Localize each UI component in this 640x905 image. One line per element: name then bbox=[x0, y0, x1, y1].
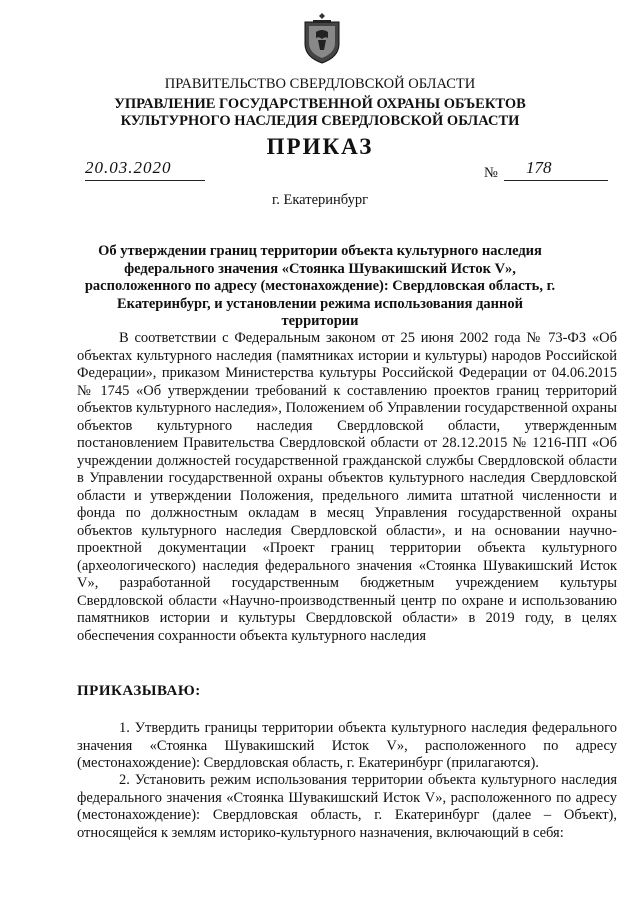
number-label: № bbox=[484, 165, 498, 181]
document-type: ПРИКАЗ bbox=[266, 134, 374, 159]
order-date: 20.03.2020 bbox=[85, 158, 172, 177]
number-underline bbox=[504, 180, 608, 181]
department-name: УПРАВЛЕНИЕ ГОСУДАРСТВЕННОЙ ОХРАНЫ ОБЪЕКТОВ КУЛЬТУРНОГО НАСЛЕДИЯ СВЕРДЛОВСКОЙ ОБЛАСТИ bbox=[114, 96, 526, 129]
order-item-1: 1. Утвердить границы территории объекта культурного наследия федерального значения «Стоянка Шувакишский Исток V», расположенного по адресу (местонахождение): Свердловская область, г. Екатеринбург (прилагаются). bbox=[77, 720, 617, 771]
coat-of-arms-icon bbox=[301, 12, 343, 64]
order-number: 178 bbox=[526, 158, 552, 177]
city: г. Екатеринбург bbox=[271, 192, 369, 208]
order-item-2: 2. Установить режим использования территории объекта культурного наследия федерального значения «Стоянка Шувакишский Исток V», расположенного по адресу (местонахождение): Свердловская область, г. Екатеринбург (далее – Объект), относящейся к землям историко-культурного назначения, включающий в себя: bbox=[77, 772, 617, 841]
order-word: ПРИКАЗЫВАЮ: bbox=[77, 683, 201, 699]
date-underline bbox=[85, 180, 205, 181]
preamble-paragraph: В соответствии с Федеральным законом от 25 июня 2002 года № 73-ФЗ «Об объектах культурного наследия (памятниках истории и культуры) народов Российской Федерации», приказом Министерства культуры Российской Федерации от 04.06.2015 № 1745 «Об утверждении требований к составлению проектов границ территорий объектов культурного наследия», Положением об Управлении государственной охраны объектов культурного наследия Свердловской области, утвержденным постановлением Правительства Свердловской области от 28.12.2015 № 1216-ПП «Об учреждении должностей государственной гражданской службы Свердловской области в Управлении государственной охраны объектов культурного наследия Свердловской области и утверждении Положения, предельного лимита штатной численности и фонда по должностным окладам в месяц Управления государственной охраны объектов культурного наследия Свердловской области», и на основании научно-проектной документации «Проект границ территории объекта культурного (археологического) наследия федерального значения «Стоянка Шувакишский Исток V», разработанной государственным бюджетным учреждением культуры Свердловской области «Научно-производственный центр по охране и использованию памятников истории и культуры Свердловской области» в 2019 году, в целях обеспечения сохранности объекта культурного наследия bbox=[77, 330, 617, 644]
order-title: Об утверждении границ территории объекта культурного наследия федерального значения «Стоянка Шувакишский Исток V», расположенного по адресу (местонахождение): Свердловская область, г. Екатеринбург, и установлении режима использования данной территории bbox=[84, 243, 556, 329]
government-name: ПРАВИТЕЛЬСТВО СВЕРДЛОВСКОЙ ОБЛАСТИ bbox=[164, 76, 476, 92]
